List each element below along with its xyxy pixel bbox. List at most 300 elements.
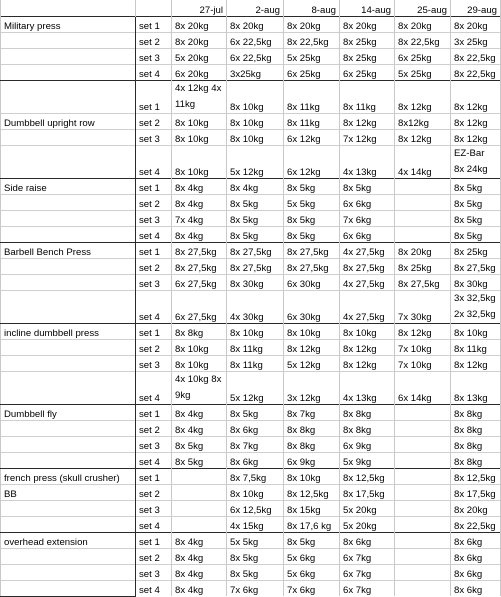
weight-cell: 7x 12kg <box>340 129 395 145</box>
set-label: set 4 <box>136 226 172 242</box>
set-row <box>1 258 501 274</box>
set-row <box>1 48 501 64</box>
weight-cell: 8x 7kg <box>227 436 284 452</box>
set-row <box>1 580 501 596</box>
exercise-name-cell <box>1 242 136 258</box>
exercise-name-cell <box>1 32 136 48</box>
weight-cell: 7x 10kg <box>395 339 451 355</box>
set-label: set 1 <box>136 242 172 258</box>
weight-cell: EZ-Bar 8x 24kg <box>451 145 501 178</box>
weight-cell: 5x 6kg <box>284 548 340 564</box>
set-label: set 1 <box>136 80 172 113</box>
workout-table-body <box>1 0 501 596</box>
weight-cell: 6x 6kg <box>340 194 395 210</box>
weight-cell: 4x 27,5kg <box>340 274 395 290</box>
weight-cell: 6x 12kg <box>284 145 340 178</box>
weight-cell: 8x 11kg <box>227 339 284 355</box>
weight-cell: 8x 22,5kg <box>451 48 501 64</box>
weight-cell: 8x 5kg <box>284 178 340 194</box>
weight-cell: 8x 4kg <box>172 404 227 420</box>
weight-cell: 8x 11kg <box>340 80 395 113</box>
weight-cell: 4x 27,5kg <box>340 290 395 323</box>
exercise-name-cell <box>1 564 136 580</box>
set-label: set 4 <box>136 371 172 404</box>
weight-cell: 8x 4kg <box>172 194 227 210</box>
set-label: set 3 <box>136 210 172 226</box>
weight-cell: 8x 11kg <box>284 113 340 129</box>
weight-cell: 8x 11kg <box>451 339 501 355</box>
weight-cell: 8x 12kg <box>451 113 501 129</box>
weight-cell: 8x 27,5kg <box>395 274 451 290</box>
weight-cell <box>395 548 451 564</box>
weight-cell: 8x 11kg <box>227 355 284 371</box>
set-label: set 1 <box>136 16 172 32</box>
weight-cell: 8x 4kg <box>172 420 227 436</box>
weight-cell: 8x 12kg <box>340 339 395 355</box>
weight-cell: 8x 6kg <box>451 564 501 580</box>
set-label: set 3 <box>136 355 172 371</box>
weight-cell <box>395 194 451 210</box>
weight-cell: 8x 5kg <box>227 404 284 420</box>
exercise-name-cell <box>1 210 136 226</box>
weight-cell: 5x 12kg <box>284 355 340 371</box>
weight-cell <box>395 580 451 596</box>
weight-cell: 5x 20kg <box>340 516 395 532</box>
set-row <box>1 468 501 484</box>
weight-cell: 6x 30kg <box>284 274 340 290</box>
weight-cell: 5x 9kg <box>340 452 395 468</box>
weight-cell <box>395 516 451 532</box>
set-row <box>1 178 501 194</box>
exercise-name: overhead extension <box>4 536 88 548</box>
exercise-name: BB <box>4 488 17 500</box>
weight-cell: 8x 10kg <box>284 323 340 339</box>
set-row <box>1 242 501 258</box>
weight-cell: 8x 17,5kg <box>451 484 501 500</box>
set-row <box>1 113 501 129</box>
set-row <box>1 145 501 178</box>
set-row <box>1 404 501 420</box>
exercise-name-cell <box>1 80 136 113</box>
weight-cell: 4x 30kg <box>227 290 284 323</box>
exercise-name-cell <box>1 452 136 468</box>
set-row <box>1 500 501 516</box>
set-label: set 3 <box>136 274 172 290</box>
set-row <box>1 548 501 564</box>
weight-cell: 8x 8kg <box>451 452 501 468</box>
set-row <box>1 371 501 404</box>
exercise-name: Dumbbell upright row <box>4 117 95 129</box>
weight-cell: 8x 10kg <box>227 80 284 113</box>
weight-cell: 8x 22,5kg <box>284 32 340 48</box>
date-header: 14-aug <box>340 0 395 16</box>
weight-cell: 8x 4kg <box>172 580 227 596</box>
set-row <box>1 452 501 468</box>
weight-cell: 8x 30kg <box>227 274 284 290</box>
weight-cell: 8x 10kg <box>340 323 395 339</box>
weight-cell: 8x12kg <box>395 113 451 129</box>
weight-cell: 4x 14kg <box>395 145 451 178</box>
weight-cell <box>395 178 451 194</box>
weight-cell <box>395 452 451 468</box>
weight-cell: 8x 12kg <box>340 355 395 371</box>
weight-cell: 5x 25kg <box>395 64 451 80</box>
set-label: set 1 <box>136 468 172 484</box>
weight-cell <box>395 468 451 484</box>
weight-cell <box>395 436 451 452</box>
weight-cell: 8x 8kg <box>340 420 395 436</box>
exercise-name: Barbell Bench Press <box>4 246 91 258</box>
exercise-name-cell <box>1 290 136 323</box>
weight-cell: 8x 12,5kg <box>340 468 395 484</box>
set-label: set 4 <box>136 452 172 468</box>
weight-cell: 7x 4kg <box>172 210 227 226</box>
weight-cell: 6x 22,5kg <box>227 32 284 48</box>
weight-cell <box>395 500 451 516</box>
weight-cell: 8x 20kg <box>284 16 340 32</box>
weight-cell: 8x 10kg <box>227 129 284 145</box>
weight-cell: 8x 10kg <box>172 113 227 129</box>
weight-cell: 8x 5kg <box>172 436 227 452</box>
date-header: 29-aug <box>451 0 501 16</box>
exercise-name-cell <box>1 339 136 355</box>
weight-cell: 8x 27,5kg <box>227 242 284 258</box>
exercise-name-cell <box>1 16 136 32</box>
weight-cell: 8x 8kg <box>284 436 340 452</box>
weight-cell: 8x 27,5kg <box>284 242 340 258</box>
weight-cell: 8x 13kg <box>451 371 501 404</box>
weight-cell: 8x 4kg <box>172 548 227 564</box>
weight-cell: 3x 32,5kg 2x 32,5kg <box>451 290 501 323</box>
weight-cell: 8x 12kg <box>340 113 395 129</box>
set-label: set 2 <box>136 32 172 48</box>
weight-cell: 8x 20kg <box>227 16 284 32</box>
set-row <box>1 80 501 113</box>
weight-cell: 8x 5kg <box>284 210 340 226</box>
set-label: set 3 <box>136 436 172 452</box>
set-row <box>1 339 501 355</box>
set-label: set 2 <box>136 484 172 500</box>
exercise-name-cell <box>1 500 136 516</box>
set-label: set 3 <box>136 564 172 580</box>
weight-cell: 5x 12kg <box>227 145 284 178</box>
set-row <box>1 32 501 48</box>
weight-cell <box>172 516 227 532</box>
weight-cell <box>395 484 451 500</box>
weight-cell: 7x 30kg <box>395 290 451 323</box>
weight-cell: 6x 20kg <box>172 64 227 80</box>
weight-cell: 4x 10kg 8x 9kg <box>172 371 227 404</box>
exercise-name: Side raise <box>4 182 47 194</box>
weight-cell: 6x 27,5kg <box>172 290 227 323</box>
weight-cell: 8x 10kg <box>172 355 227 371</box>
weight-cell: 8x 5kg <box>227 564 284 580</box>
exercise-name-cell <box>1 274 136 290</box>
weight-cell: 8x 7,5kg <box>227 468 284 484</box>
date-header: 27-jul <box>172 0 227 16</box>
exercise-name-cell <box>1 580 136 596</box>
set-label: set 4 <box>136 145 172 178</box>
exercise-name-cell <box>1 129 136 145</box>
weight-cell: 8x 25kg <box>395 258 451 274</box>
weight-cell: 8x 12kg <box>284 339 340 355</box>
weight-cell: 8x 5kg <box>227 210 284 226</box>
weight-cell <box>395 420 451 436</box>
weight-cell: 3x25kg <box>227 64 284 80</box>
weight-cell: 8x 8kg <box>172 323 227 339</box>
weight-cell: 8x 22,5kg <box>451 516 501 532</box>
weight-cell: 8x 12kg <box>395 80 451 113</box>
weight-cell: 8x 6kg <box>451 580 501 596</box>
weight-cell: 6x 25kg <box>395 48 451 64</box>
weight-cell: 8x 8kg <box>451 404 501 420</box>
set-label: set 2 <box>136 548 172 564</box>
exercise-name-cell <box>1 404 136 420</box>
weight-cell: 6x 30kg <box>284 290 340 323</box>
set-row <box>1 484 501 500</box>
exercise-name-cell <box>1 145 136 178</box>
exercise-name-cell <box>1 323 136 339</box>
weight-cell: 8x 17,5kg <box>340 484 395 500</box>
date-header: 25-aug <box>395 0 451 16</box>
weight-cell: 8x 20kg <box>395 242 451 258</box>
weight-cell <box>172 484 227 500</box>
weight-cell: 8x 10kg <box>227 484 284 500</box>
weight-cell: 8x 10kg <box>284 468 340 484</box>
set-row <box>1 436 501 452</box>
weight-cell: 6x 6kg <box>340 226 395 242</box>
weight-cell: 8x 12,5kg <box>284 484 340 500</box>
set-label: set 2 <box>136 339 172 355</box>
weight-cell: 8x 5kg <box>227 548 284 564</box>
weight-cell: 8x 6kg <box>340 532 395 548</box>
weight-cell: 8x 4kg <box>172 226 227 242</box>
weight-cell <box>395 532 451 548</box>
weight-cell: 8x 5kg <box>227 226 284 242</box>
weight-cell: 8x 4kg <box>172 564 227 580</box>
weight-cell: 8x 25kg <box>340 48 395 64</box>
weight-cell: 8x 12kg <box>451 80 501 113</box>
weight-cell: 8x 12kg <box>451 355 501 371</box>
date-header: 2-aug <box>227 0 284 16</box>
weight-cell: 8x 10kg <box>172 129 227 145</box>
set-label: set 2 <box>136 194 172 210</box>
exercise-name-cell <box>1 548 136 564</box>
exercise-name-cell <box>1 226 136 242</box>
weight-cell: 8x 20kg <box>172 32 227 48</box>
weight-cell: 8x 8kg <box>451 420 501 436</box>
weight-cell: 8x 20kg <box>172 16 227 32</box>
exercise-name-cell <box>1 468 136 484</box>
weight-cell: 8x 25kg <box>340 32 395 48</box>
weight-cell: 8x 27,5kg <box>451 258 501 274</box>
weight-cell: 8x 27,5kg <box>172 258 227 274</box>
weight-cell: 8x 5kg <box>172 452 227 468</box>
weight-cell: 6x 7kg <box>340 580 395 596</box>
exercise-name-cell <box>1 113 136 129</box>
weight-cell <box>172 500 227 516</box>
weight-cell: 8x 10kg <box>227 113 284 129</box>
exercise-name-cell <box>1 194 136 210</box>
exercise-name: Dumbbell fly <box>4 408 57 420</box>
weight-cell: 6x 7kg <box>340 548 395 564</box>
exercise-name-cell <box>1 64 136 80</box>
weight-cell: 8x 22,5kg <box>451 64 501 80</box>
exercise-name-cell <box>1 516 136 532</box>
set-label: set 2 <box>136 258 172 274</box>
weight-cell: 8x 10kg <box>451 323 501 339</box>
set-label: set 4 <box>136 290 172 323</box>
set-row <box>1 274 501 290</box>
weight-cell: 8x 27,5kg <box>172 242 227 258</box>
weight-cell: 8x 8kg <box>451 436 501 452</box>
header-set-cell <box>136 0 172 16</box>
weight-cell: 5x 5kg <box>227 532 284 548</box>
weight-cell: 8x 20kg <box>340 16 395 32</box>
set-row <box>1 355 501 371</box>
weight-cell: 6x 22,5kg <box>227 48 284 64</box>
set-label: set 3 <box>136 48 172 64</box>
exercise-name-cell <box>1 48 136 64</box>
set-label: set 4 <box>136 64 172 80</box>
weight-cell: 8x 17,6 kg <box>284 516 340 532</box>
weight-cell: 8x 5kg <box>284 226 340 242</box>
weight-cell: 7x 6kg <box>227 580 284 596</box>
set-row <box>1 323 501 339</box>
weight-cell: 8x 10kg <box>227 323 284 339</box>
weight-cell <box>395 404 451 420</box>
weight-cell: 8x 12kg <box>451 129 501 145</box>
weight-cell: 6x 9kg <box>340 436 395 452</box>
weight-cell: 5x 5kg <box>284 194 340 210</box>
exercise-name: incline dumbbell press <box>4 327 99 339</box>
weight-cell: 8x 5kg <box>227 194 284 210</box>
set-row <box>1 210 501 226</box>
weight-cell <box>172 468 227 484</box>
weight-cell: 8x 5kg <box>340 178 395 194</box>
set-label: set 1 <box>136 532 172 548</box>
weight-cell: 5x 20kg <box>340 500 395 516</box>
weight-cell <box>395 210 451 226</box>
weight-cell: 6x 12kg <box>284 129 340 145</box>
weight-cell: 5x 12kg <box>227 371 284 404</box>
set-row <box>1 129 501 145</box>
weight-cell: 8x 12kg <box>395 323 451 339</box>
weight-cell: 8x 5kg <box>284 532 340 548</box>
weight-cell: 8x 11kg <box>284 80 340 113</box>
set-row <box>1 226 501 242</box>
weight-cell: 8x 5kg <box>451 210 501 226</box>
weight-cell: 8x 20kg <box>451 16 501 32</box>
weight-cell <box>395 564 451 580</box>
weight-cell: 7x 10kg <box>395 355 451 371</box>
weight-cell: 8x 8kg <box>340 404 395 420</box>
weight-cell: 6x 12,5kg <box>227 500 284 516</box>
weight-cell: 8x 22,5kg <box>395 32 451 48</box>
exercise-name-cell <box>1 371 136 404</box>
exercise-name-cell <box>1 355 136 371</box>
set-row <box>1 290 501 323</box>
weight-cell: 8x 27,5kg <box>227 258 284 274</box>
weight-cell: 6x 25kg <box>284 64 340 80</box>
set-label: set 3 <box>136 129 172 145</box>
weight-cell: 8x 4kg <box>172 178 227 194</box>
weight-cell: 5x 25kg <box>284 48 340 64</box>
header-exercise-cell <box>1 0 136 16</box>
set-label: set 2 <box>136 113 172 129</box>
weight-cell: 8x 6kg <box>451 532 501 548</box>
weight-cell: 3x 25kg <box>451 32 501 48</box>
weight-cell: 5x 20kg <box>172 48 227 64</box>
header-row <box>1 0 501 16</box>
weight-cell: 4x 13kg <box>340 145 395 178</box>
set-row <box>1 516 501 532</box>
weight-cell: 8x 6kg <box>227 452 284 468</box>
set-label: set 1 <box>136 178 172 194</box>
weight-cell: 4x 12kg 4x 11kg <box>172 80 227 113</box>
weight-cell: 8x 12,5kg <box>451 468 501 484</box>
weight-cell: 6x 7kg <box>340 564 395 580</box>
weight-cell: 8x 5kg <box>451 194 501 210</box>
weight-cell: 5x 6kg <box>284 564 340 580</box>
exercise-name-cell <box>1 178 136 194</box>
set-label: set 1 <box>136 323 172 339</box>
weight-cell: 8x 30kg <box>451 274 501 290</box>
weight-cell: 6x 25kg <box>340 64 395 80</box>
weight-cell: 8x 15kg <box>284 500 340 516</box>
weight-cell: 8x 6kg <box>227 420 284 436</box>
weight-cell: 8x 20kg <box>451 500 501 516</box>
weight-cell: 8x 12kg <box>395 129 451 145</box>
set-row <box>1 532 501 548</box>
weight-cell: 6x 27,5kg <box>172 274 227 290</box>
weight-cell: 4x 13kg <box>340 371 395 404</box>
set-label: set 2 <box>136 420 172 436</box>
weight-cell: 8x 7kg <box>284 404 340 420</box>
weight-cell: 8x 6kg <box>451 548 501 564</box>
exercise-name-cell <box>1 532 136 548</box>
weight-cell: 3x 12kg <box>284 371 340 404</box>
weight-cell: 7x 6kg <box>340 210 395 226</box>
exercise-name-cell <box>1 420 136 436</box>
weight-cell: 8x 20kg <box>395 16 451 32</box>
weight-cell: 4x 15kg <box>227 516 284 532</box>
exercise-name-cell <box>1 436 136 452</box>
weight-cell: 8x 10kg <box>172 145 227 178</box>
exercise-name-cell <box>1 258 136 274</box>
weight-cell: 8x 5kg <box>451 178 501 194</box>
weight-cell: 8x 4kg <box>172 532 227 548</box>
weight-cell: 8x 10kg <box>172 339 227 355</box>
date-header: 8-aug <box>284 0 340 16</box>
set-row <box>1 564 501 580</box>
exercise-name: Military press <box>4 20 61 32</box>
set-row <box>1 16 501 32</box>
weight-cell: 6x 9kg <box>284 452 340 468</box>
set-row <box>1 420 501 436</box>
set-label: set 1 <box>136 404 172 420</box>
weight-cell: 8x 5kg <box>451 226 501 242</box>
set-label: set 4 <box>136 516 172 532</box>
set-label: set 4 <box>136 580 172 596</box>
exercise-name-cell <box>1 484 136 500</box>
weight-cell: 8x 25kg <box>451 242 501 258</box>
weight-cell: 4x 27,5kg <box>340 242 395 258</box>
weight-cell: 8x 4kg <box>227 178 284 194</box>
set-row <box>1 64 501 80</box>
weight-cell: 7x 6kg <box>284 580 340 596</box>
weight-cell: 8x 8kg <box>284 420 340 436</box>
